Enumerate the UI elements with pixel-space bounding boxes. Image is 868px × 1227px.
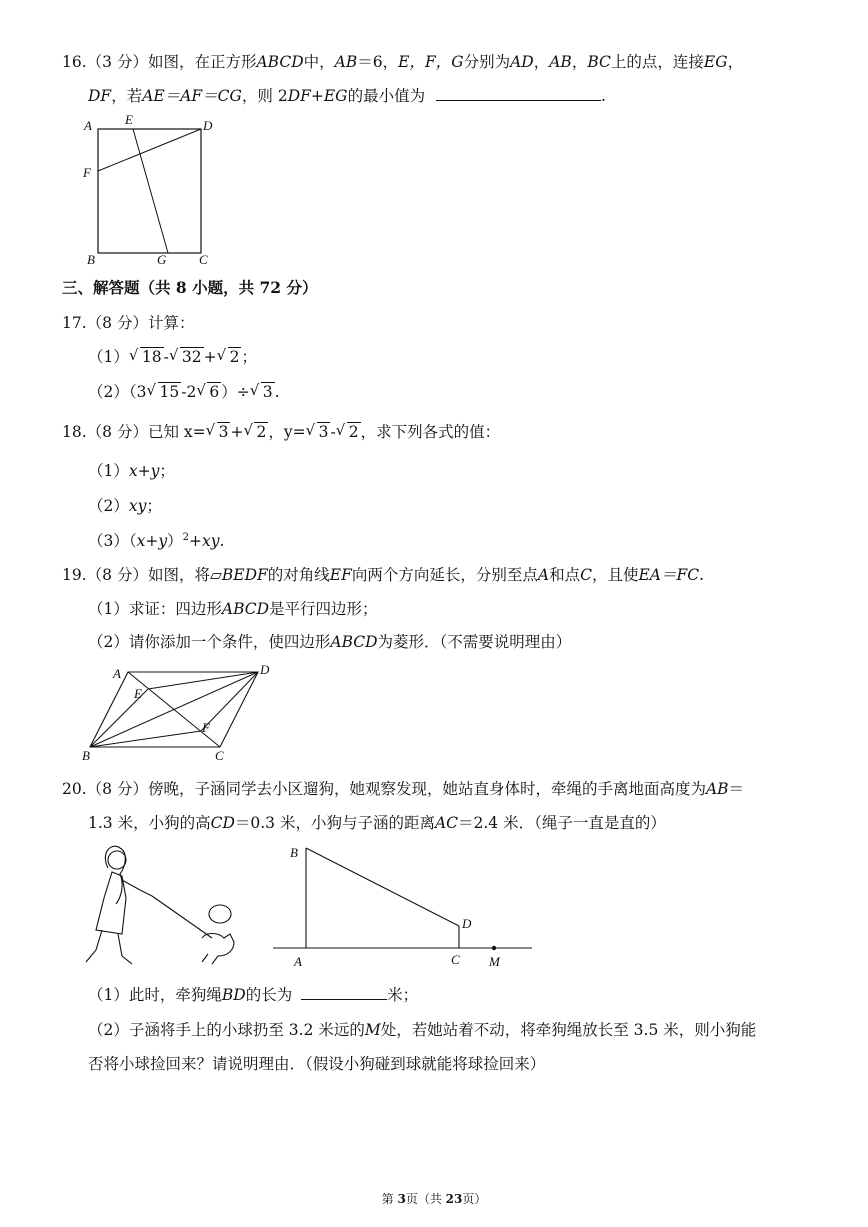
- point-m: M: [364, 1021, 381, 1039]
- part-label: （2）: [88, 383, 129, 401]
- text: ＝: [728, 780, 745, 798]
- label-e: E: [125, 112, 133, 127]
- expression: x+y: [136, 532, 168, 550]
- q16-text: ，: [533, 53, 550, 71]
- q20-part2: [88, 1018, 756, 1040]
- q16-eg: EG: [703, 53, 728, 71]
- q18-heading: [62, 420, 500, 442]
- radicand: 2: [348, 423, 359, 441]
- abcd: ABCD: [221, 600, 270, 618]
- dog-thought-bubble: [209, 905, 231, 923]
- q16-text: 上的点，连接: [610, 53, 704, 71]
- label-b: B: [87, 252, 95, 267]
- q16-square-figure: [78, 112, 228, 272]
- sqrt: √ 3: [205, 421, 229, 441]
- diagonal-bd: [90, 672, 258, 747]
- q16-text: ，: [727, 53, 744, 71]
- dog: [202, 934, 234, 965]
- punctuation: ；: [146, 497, 162, 515]
- girl-leg-right: [118, 934, 132, 964]
- girl-head: [108, 851, 126, 869]
- square-abcd: [98, 129, 201, 253]
- q20-part2-line2: 否将小球捡回来？请说明理由．（假设小狗碰到球就能将球捡回来）: [88, 1055, 546, 1073]
- footer-text: 页）: [462, 1192, 487, 1206]
- ab: AB: [705, 780, 729, 798]
- punctuation: ；: [241, 348, 257, 366]
- label-f: F: [83, 165, 91, 180]
- leash: [152, 896, 212, 938]
- girl-hair: [105, 846, 125, 904]
- text: （2）子涵将手上的小球扔至 3.2 米远的: [88, 1021, 365, 1039]
- label-b: B: [290, 845, 298, 860]
- text: （1）求证：四边形: [88, 600, 222, 618]
- label-d: D: [260, 662, 270, 677]
- q16-text: 的最小值为: [347, 87, 426, 105]
- punctuation: .: [219, 532, 225, 550]
- q17-part2: [88, 380, 280, 402]
- ac: AC: [434, 814, 459, 832]
- sqrt: √ 3: [249, 381, 273, 401]
- section-heading: 三、解答题（共 8 小题，共 72 分）: [62, 278, 318, 297]
- q16-text: 分别为: [463, 53, 511, 71]
- text: 的长为: [245, 986, 293, 1004]
- text: （2）请你添加一个条件，使四边形: [88, 633, 331, 651]
- q16-text: ＝6，: [357, 53, 399, 71]
- q19-heading: [62, 563, 704, 585]
- sqrt: √ 2: [216, 346, 240, 366]
- part-label: （3）（: [88, 532, 137, 550]
- q16-condition: AE＝AF＝CG: [142, 87, 242, 105]
- part-label: （1）: [88, 462, 129, 480]
- label-a: A: [113, 666, 121, 681]
- text: 米；: [387, 986, 419, 1004]
- q18-part3: [88, 529, 224, 551]
- text: 是平行四边形；: [269, 600, 378, 618]
- q16-bc: BC: [587, 53, 611, 71]
- q16-text: 中，: [303, 53, 335, 71]
- text: ＝0.3 米，小狗与子涵的距离: [234, 814, 435, 832]
- q19-part2: [88, 630, 571, 652]
- radicand: 2: [229, 348, 240, 366]
- label-c: C: [215, 748, 224, 763]
- operator: +: [230, 423, 244, 441]
- q18-part2: [88, 494, 162, 516]
- q16-score: （3 分）: [86, 53, 148, 71]
- parallelogram-symbol: ▱: [209, 566, 222, 584]
- segment-eg: [133, 129, 168, 253]
- page-number: 3: [397, 1192, 406, 1206]
- condition: EA＝FC: [638, 566, 700, 584]
- text: ）: [167, 532, 183, 550]
- text: 为菱形．（不需要说明理由）: [377, 633, 572, 651]
- label-e: E: [134, 686, 142, 701]
- text: ，且使: [591, 566, 639, 584]
- segment-df: [98, 129, 201, 171]
- expression: xy: [128, 497, 147, 515]
- page-footer: [0, 1190, 868, 1207]
- expression: xy: [202, 532, 220, 550]
- sqrt: √ 2: [335, 421, 359, 441]
- q20-line1: [62, 777, 744, 799]
- q19-parallelogram-figure: [78, 660, 278, 765]
- text: 的对角线: [267, 566, 330, 584]
- text: 20.（8 分）傍晚，子涵同学去小区遛狗，她观察发现，她站直身体时，牵绳的手离地面高度为: [62, 780, 706, 798]
- exponent: 2: [182, 531, 190, 543]
- q20-triangle-figure: [270, 840, 540, 975]
- text: 18.（8 分）已知 x=: [62, 423, 206, 441]
- text: （1）此时，牵狗绳: [88, 986, 222, 1004]
- girl-arm: [122, 880, 152, 896]
- point-a: A: [537, 566, 550, 584]
- total-pages: 23: [445, 1192, 463, 1206]
- text: 19.（8 分）如图，将: [62, 566, 210, 584]
- part-label: （1）: [88, 348, 129, 366]
- label-g: G: [157, 252, 167, 267]
- label-d: D: [462, 916, 472, 931]
- label-a: A: [294, 954, 302, 969]
- text: （3: [128, 383, 147, 401]
- q16-ab: AB: [549, 53, 572, 71]
- q16-expression: DF+EG: [287, 87, 348, 105]
- operator: -: [330, 423, 336, 441]
- q16-answer-blank[interactable]: [436, 86, 601, 101]
- q20-part1: [88, 983, 418, 1005]
- abcd: ABCD: [330, 633, 378, 651]
- operator: +: [189, 532, 203, 550]
- q16-number: 16.: [62, 53, 87, 71]
- point-c: C: [580, 566, 592, 584]
- q16-df: DF: [88, 87, 112, 105]
- sqrt: √ 3: [305, 421, 329, 441]
- label-f: F: [202, 720, 210, 735]
- expression: x+y: [128, 462, 160, 480]
- q16-ad: AD: [510, 53, 534, 71]
- label-c: C: [199, 252, 208, 267]
- q16-text: ，则 2: [241, 87, 288, 105]
- sqrt: √ 18: [128, 346, 162, 366]
- girl-leg-left: [86, 930, 102, 962]
- q17-part1: [88, 345, 257, 367]
- q16-ab: AB: [334, 53, 358, 71]
- bedf: BEDF: [221, 566, 268, 584]
- q16-text: ，若: [111, 87, 143, 105]
- part-label: （2）: [88, 497, 129, 515]
- segment-bd: [306, 848, 459, 926]
- label-a: A: [84, 118, 92, 133]
- q16-line2: [88, 84, 606, 106]
- radicand: 18: [141, 348, 162, 366]
- sqrt: √ 15: [146, 381, 180, 401]
- sqrt: √ 6: [196, 381, 220, 401]
- q16-line1: [62, 50, 743, 72]
- radicand: 3: [218, 423, 229, 441]
- text: ，求下列各式的值：: [360, 423, 501, 441]
- text: ＝2.4 米．（绳子一直是直的）: [458, 814, 666, 832]
- operator: -: [163, 348, 169, 366]
- segment-bf: [90, 731, 201, 747]
- q19-part1: [88, 597, 378, 619]
- text: .: [699, 566, 705, 584]
- q16-efg: E，F，G: [398, 53, 464, 71]
- radicand: 3: [318, 423, 329, 441]
- footer-text: 第: [381, 1192, 398, 1206]
- q18-part1: [88, 459, 175, 481]
- text: ，y=: [268, 423, 306, 441]
- operator: +: [203, 348, 217, 366]
- sqrt: √ 2: [243, 421, 267, 441]
- label-b: B: [82, 748, 90, 763]
- radicand: 3: [262, 383, 273, 401]
- radicand: 6: [209, 383, 220, 401]
- text: -2: [181, 383, 197, 401]
- footer-text: 页（共: [405, 1192, 446, 1206]
- q16-text: 如图，在正方形: [147, 53, 257, 71]
- q20-answer-blank[interactable]: [301, 985, 387, 1000]
- segment-ed: [148, 672, 258, 689]
- q20-line2: [88, 811, 666, 833]
- label-c: C: [451, 952, 460, 967]
- cd: CD: [210, 814, 235, 832]
- sqrt: √ 32: [168, 346, 202, 366]
- radicand: 32: [181, 348, 202, 366]
- label-m: M: [489, 954, 500, 969]
- girl-walking-dog-illustration: [78, 838, 253, 973]
- q17-heading: 17.（8 分）计算：: [62, 314, 195, 332]
- text: 处，若她站着不动，将牵狗绳放长至 3.5 米，则小狗能: [380, 1021, 757, 1039]
- bd: BD: [221, 986, 246, 1004]
- punctuation: ；: [159, 462, 175, 480]
- radicand: 15: [159, 383, 180, 401]
- q16-abcd: ABCD: [256, 53, 304, 71]
- label-d: D: [203, 118, 213, 133]
- point-m: [492, 946, 496, 950]
- text: 和点: [549, 566, 581, 584]
- q16-text: ，: [571, 53, 588, 71]
- text: 1.3 米，小狗的高: [88, 814, 211, 832]
- punctuation: .: [274, 383, 280, 401]
- q16-text: .: [601, 87, 606, 105]
- text: ）÷: [221, 383, 250, 401]
- text: 向两个方向延长，分别至点: [351, 566, 538, 584]
- ef: EF: [329, 566, 352, 584]
- radicand: 2: [256, 423, 267, 441]
